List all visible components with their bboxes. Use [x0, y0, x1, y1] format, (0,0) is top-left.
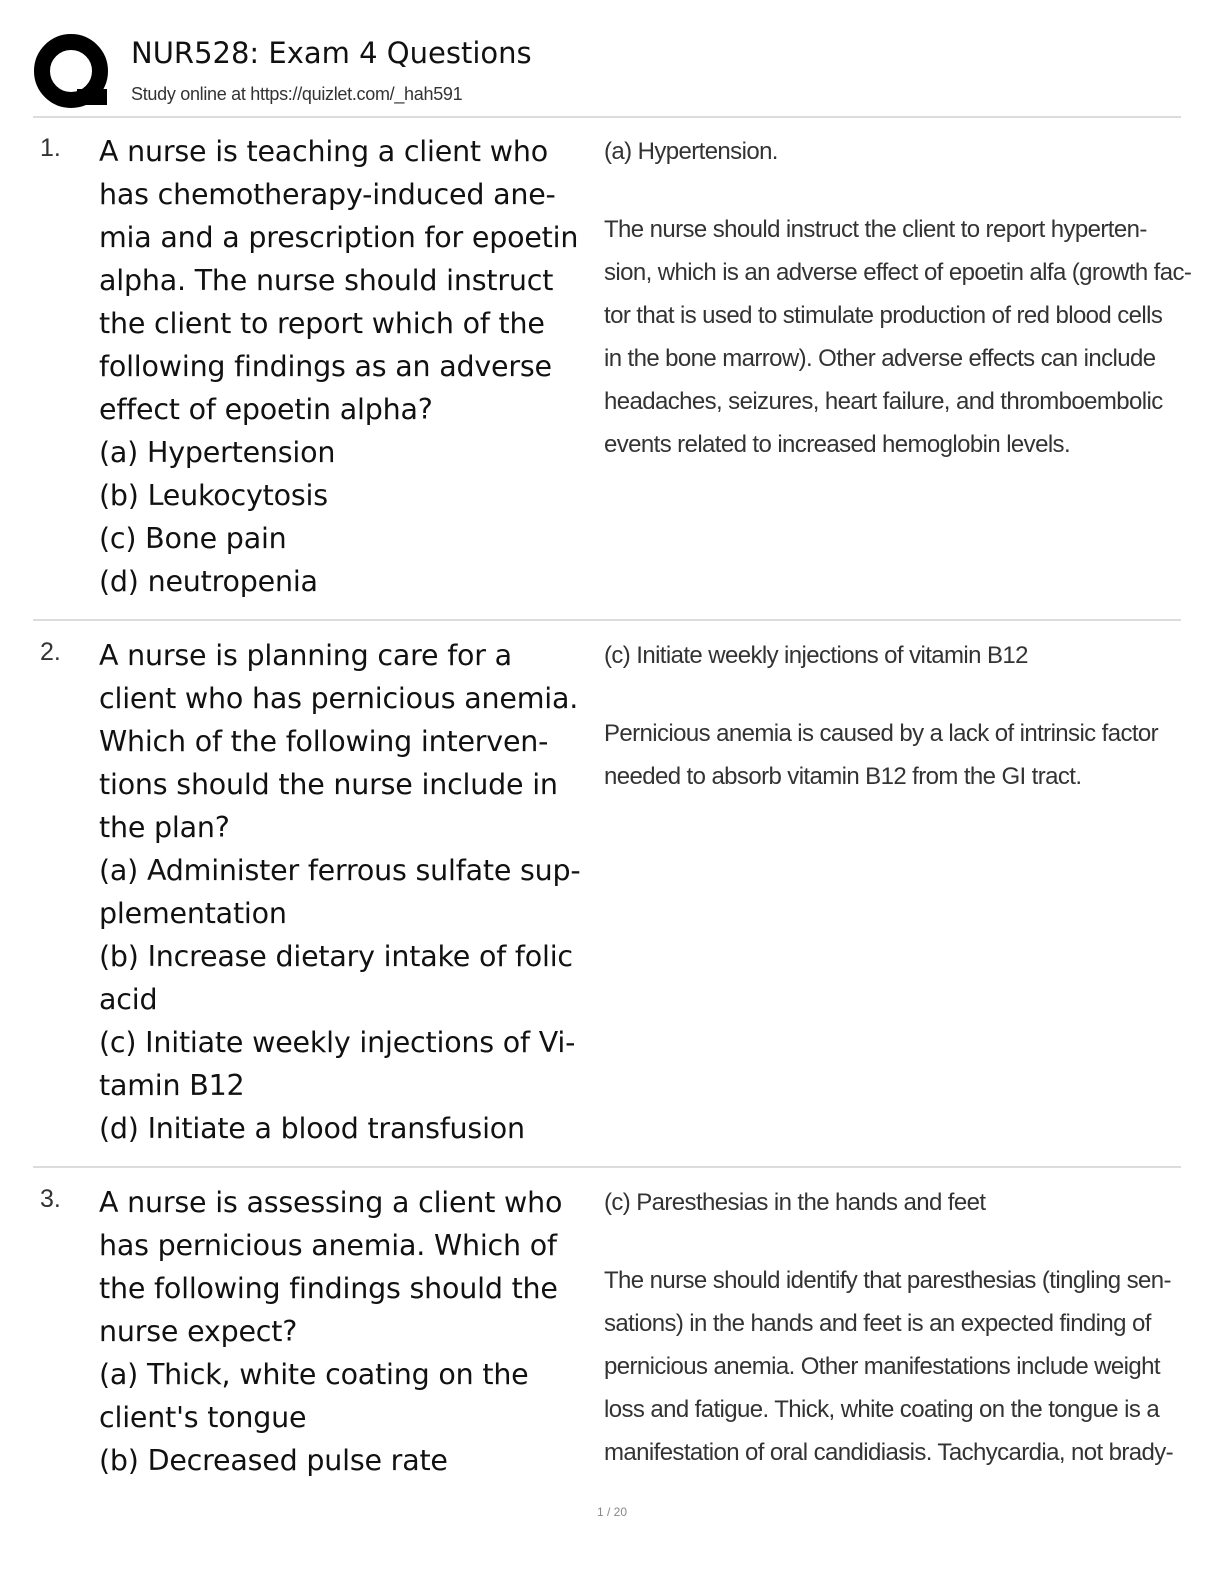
explanation-line: headaches, seizures, heart failure, and thromboembolic — [604, 388, 1163, 415]
option-line: (a) Administer ferrous sulfate sup- — [99, 854, 581, 887]
question-line: following findings as an adverse — [99, 350, 552, 383]
option-line: (c) Initiate weekly injections of Vi- — [99, 1026, 576, 1059]
answer-explanation — [604, 1259, 1174, 1474]
explanation-line: tor that is used to stimulate production of red blood cells — [604, 302, 1163, 329]
quizlet-logo-icon — [33, 33, 113, 113]
question-line: effect of epoetin alpha? — [99, 393, 433, 426]
answer-explanation — [604, 208, 1192, 466]
answer-choice: (a) Hypertension. — [604, 138, 778, 165]
option-line: (a) Thick, white coating on the — [99, 1358, 529, 1391]
page-number: 1 / 20 — [596, 1505, 628, 1519]
card-divider — [33, 1166, 1181, 1168]
option-line: client's tongue — [99, 1401, 307, 1434]
option-line: (c) Bone pain — [99, 522, 287, 555]
question-line: mia and a prescription for epoetin — [99, 221, 579, 254]
card-question — [99, 130, 599, 603]
explanation-line: pernicious anemia. Other manifestations include weight — [604, 1353, 1160, 1380]
question-line: tions should the nurse include in — [99, 768, 558, 801]
explanation-line: loss and fatigue. Thick, white coating on the tongue is a — [604, 1396, 1160, 1423]
question-line: the plan? — [99, 811, 230, 844]
option-line: (d) Initiate a blood transfusion — [99, 1112, 525, 1145]
question-line: Which of the following interven- — [99, 725, 549, 758]
question-line: alpha. The nurse should instruct — [99, 264, 554, 297]
explanation-line: in the bone marrow). Other adverse effects can include — [604, 345, 1156, 372]
answer-choice: (c) Initiate weekly injections of vitamin B12 — [604, 642, 1028, 669]
explanation-line: needed to absorb vitamin B12 from the GI tract. — [604, 763, 1082, 790]
page-title: NUR528: Exam 4 Questions — [131, 36, 532, 70]
card-question — [99, 1181, 599, 1482]
answer-choice: (c) Paresthesias in the hands and feet — [604, 1189, 986, 1216]
option-line: acid — [99, 983, 158, 1016]
question-line: has pernicious anemia. Which of — [99, 1229, 557, 1262]
card-number: 1. — [40, 134, 61, 162]
question-line: the following findings should the — [99, 1272, 558, 1305]
study-online-link[interactable]: Study online at https://quizlet.com/_hah591 — [131, 84, 463, 104]
question-line: has chemotherapy-induced ane- — [99, 178, 556, 211]
option-line: (b) Leukocytosis — [99, 479, 328, 512]
explanation-line: sion, which is an adverse effect of epoetin alfa (growth fac- — [604, 259, 1192, 286]
explanation-line: The nurse should identify that paresthesias (tingling sen- — [604, 1267, 1171, 1294]
explanation-line: Pernicious anemia is caused by a lack of intrinsic factor — [604, 720, 1159, 747]
answer-explanation — [604, 712, 1174, 798]
explanation-line: events related to increased hemoglobin levels. — [604, 431, 1071, 458]
option-line: (b) Decreased pulse rate — [99, 1444, 448, 1477]
question-line: nurse expect? — [99, 1315, 298, 1348]
card-number: 3. — [40, 1185, 61, 1213]
option-line: (b) Increase dietary intake of folic — [99, 940, 573, 973]
question-line: the client to report which of the — [99, 307, 545, 340]
explanation-line: The nurse should instruct the client to report hyperten- — [604, 216, 1147, 243]
option-line: (a) Hypertension — [99, 436, 336, 469]
question-line: client who has pernicious anemia. — [99, 682, 579, 715]
question-line: A nurse is planning care for a — [99, 639, 512, 672]
option-line: (d) neutropenia — [99, 565, 318, 598]
header-divider — [33, 116, 1181, 118]
card-number: 2. — [40, 638, 61, 666]
explanation-line: manifestation of oral candidiasis. Tachycardia, not brady- — [604, 1439, 1174, 1466]
card-answer — [604, 634, 1174, 798]
question-line: A nurse is teaching a client who — [99, 135, 548, 168]
option-line: tamin B12 — [99, 1069, 245, 1102]
card-question — [99, 634, 599, 1150]
question-line: A nurse is assessing a client who — [99, 1186, 563, 1219]
card-divider — [33, 619, 1181, 621]
card-answer — [604, 130, 1192, 466]
explanation-line: sations) in the hands and feet is an expected finding of — [604, 1310, 1151, 1337]
option-line: plementation — [99, 897, 287, 930]
card-answer — [604, 1181, 1174, 1474]
